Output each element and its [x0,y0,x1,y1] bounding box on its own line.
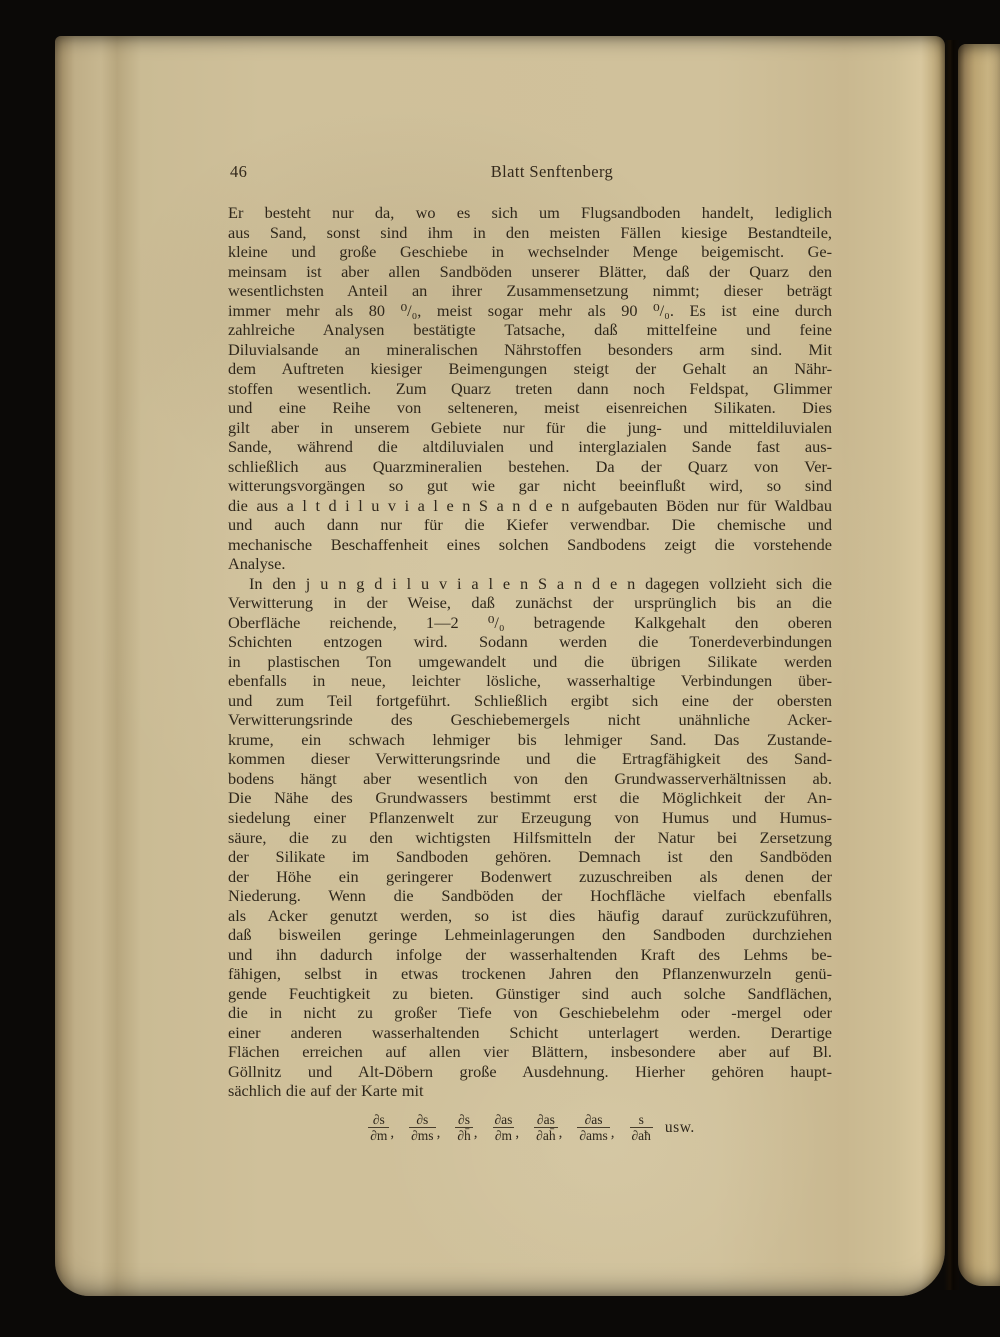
text-line: gilt aber in unserem Gebiete nur für die jung- und mitteldiluvialen [228,417,832,437]
text-line: kommen dieser Verwitterungsrinde und die Ertragfähigkeit des Sand- [228,749,832,769]
text-line: Göllnitz und Alt-Döbern große Ausdehnung. Hierher gehören haupt- [228,1061,832,1081]
text-line: krume, ein schwach lehmiger bis lehmiger Sand. Das Zustande- [228,729,832,749]
text-line: Verwitterung in der Weise, daß zunächst der ursprünglich bis an die [228,593,832,613]
text-line: Schichten entzogen wird. Sodann werden die Tonerdeverbindungen [228,632,832,652]
text-line: und eine Reihe von selteneren, meist eisenreichen Silikaten. Dies [228,398,832,418]
running-title: Blatt Senftenberg [490,162,614,181]
body-text [228,203,832,1150]
text-line: meinsam ist aber allen Sandböden unserer Blätter, daß der Quarz den [228,261,832,281]
text-line: und ihn dadurch infolge der wasserhaltenden Kraft des Lehms be- [228,944,832,964]
text-line: Diluvialsande an mineralischen Nährstoffen besonders arm sind. Mit [228,339,832,359]
map-symbol-fraction: $\frac{\partial as}{\partial ah̄}$ [536,1111,556,1144]
text-line: in plastischen Ton umgewandelt und die übrigen Silikate werden [228,651,832,671]
text-line: immer mehr als 80 ⁰/₀, meist sogar mehr als 90 ⁰/₀. Es ist eine durch [228,300,832,320]
text-line: witterungsvorgängen so gut wie gar nicht beeinflußt wird, so sind [228,476,832,496]
page-header [228,162,832,184]
text-line: Niederung. Wenn die Sandböden der Hochfläche vielfach ebenfalls [228,886,832,906]
fraction-separator: , [515,1125,520,1142]
text-line: Flächen erreichen auf allen vier Blättern, insbesondere aber auf Bl. [228,1042,832,1062]
text-line: bodens hängt aber wesentlich von den Grundwasserverhältnissen ab. [228,768,832,788]
map-symbol-fraction: $\frac{\partial s}{\partial m}$ [370,1111,388,1144]
paragraph-soil-composition [228,203,832,574]
text-line: zahlreiche Analysen bestätigte Tatsache, daß mittelfeine und feine [228,320,832,340]
text-line: gende Feuchtigkeit zu bieten. Günstiger sind auch solche Sandflächen, [228,983,832,1003]
facing-page-edge [958,44,1000,1286]
map-symbol-fraction: $\frac{s}{\partial aħ}$ [631,1111,651,1144]
text-line: aus Sand, sonst sind ihm in den meisten Fällen kiesige Bestandteile, [228,222,832,242]
text-line: der Silikate im Sandboden gehören. Demnach ist den Sandböden [228,847,832,867]
text-line: siedelung einer Pflanzenwelt zur Erzeugung von Humus und Humus- [228,807,832,827]
spine-shadow [944,40,959,1290]
text-line: als Acker genutzt werden, so ist dies häufig darauf zurückzuführen, [228,905,832,925]
text-line: stoffen wesentlich. Zum Quarz treten dann noch Feldspat, Glimmer [228,378,832,398]
text-line: der Höhe ein geringerer Bodenwert zuzuschreiben als denen der [228,866,832,886]
map-symbols-formula [222,1108,826,1150]
text-line: daß bisweilen geringe Lehmeinlagerungen den Sandboden durchziehen [228,925,832,945]
text-line: sächlich die auf der Karte mit [228,1081,424,1101]
text-line: dem Auftreten kiesiger Beimengungen steigt der Gehalt an Nähr- [228,359,832,379]
formula-suffix: usw. [664,1119,695,1137]
text-line: und zum Teil fortgeführt. Schließlich ergibt sich eine der obersten [228,690,832,710]
text-line: Die Nähe des Grundwassers bestimmt erst die Möglichkeit der An- [228,788,832,808]
fraction-separator: , [610,1125,615,1142]
fraction-separator: , [436,1125,441,1142]
page-number: 46 [230,162,248,181]
text-line: säure, die zu den wichtigsten Hilfsmitteln der Natur bei Zersetzung [228,827,832,847]
fraction-separator: , [390,1125,395,1142]
text-line: Er besteht nur da, wo es sich um Flugsandboden handelt, lediglich [228,203,832,222]
text-line: mechanische Beschaffenheit eines solchen Sandbodens zeigt die vorstehende [228,534,832,554]
text-line: Sande, während die altdiluvialen und interglazialen Sande fast aus- [228,437,832,457]
fraction-separator: , [473,1125,478,1142]
fraction-separator: , [558,1125,563,1142]
text-line: schließlich aus Quarzmineralien bestehen. Da der Quarz von Ver- [228,456,832,476]
paragraph-weathering [228,574,832,1101]
text-line: ebenfalls in neue, leichter lösliche, wasserhaltige Verbindungen über- [228,671,832,691]
text-line: Analyse. [228,554,286,574]
text-line: die in nicht zu großer Tiefe von Geschiebelehm oder -mergel oder [228,1003,832,1023]
text-line: Verwitterungsrinde des Geschiebemergels nicht unähnliche Acker- [228,710,832,730]
map-symbol-fraction: $\frac{\partial s}{\partial ms}$ [411,1111,434,1144]
text-line: die aus a l t d i l u v i a l e n S a n d e n aufgebauten Böden nur für Waldbau [228,495,832,515]
text-line: Oberfläche reichende, 1—2 ⁰/₀ betragende Kalkgehalt den oberen [228,612,832,632]
text-line: wesentlichsten Anteil an ihrer Zusammensetzung nimmt; dieser beträgt [228,281,832,301]
text-line: einer anderen wasserhaltenden Schicht unterlagert werden. Derartige [228,1022,832,1042]
text-line: und auch dann nur für die Kiefer verwendbar. Die chemische und [228,515,832,535]
text-line: kleine und große Geschiebe in wechselnder Menge beigemischt. Ge- [228,242,832,262]
text-line: fähigen, selbst in etwas trockenen Jahren den Pflanzenwurzeln genü- [228,964,832,984]
text-line: In den j u n g d i l u v i a l e n S a n d e n dagegen vollzieht sich die [249,573,832,593]
map-symbol-fraction: $\frac{\partial as}{\partial m}$ [494,1111,513,1144]
map-symbol-fraction: $\frac{\partial as}{\text{∂ams}}$ [579,1111,608,1144]
book-page [55,36,945,1296]
map-symbol-fraction: $\frac{\partial s}{\partial h̄}$ [457,1111,471,1144]
